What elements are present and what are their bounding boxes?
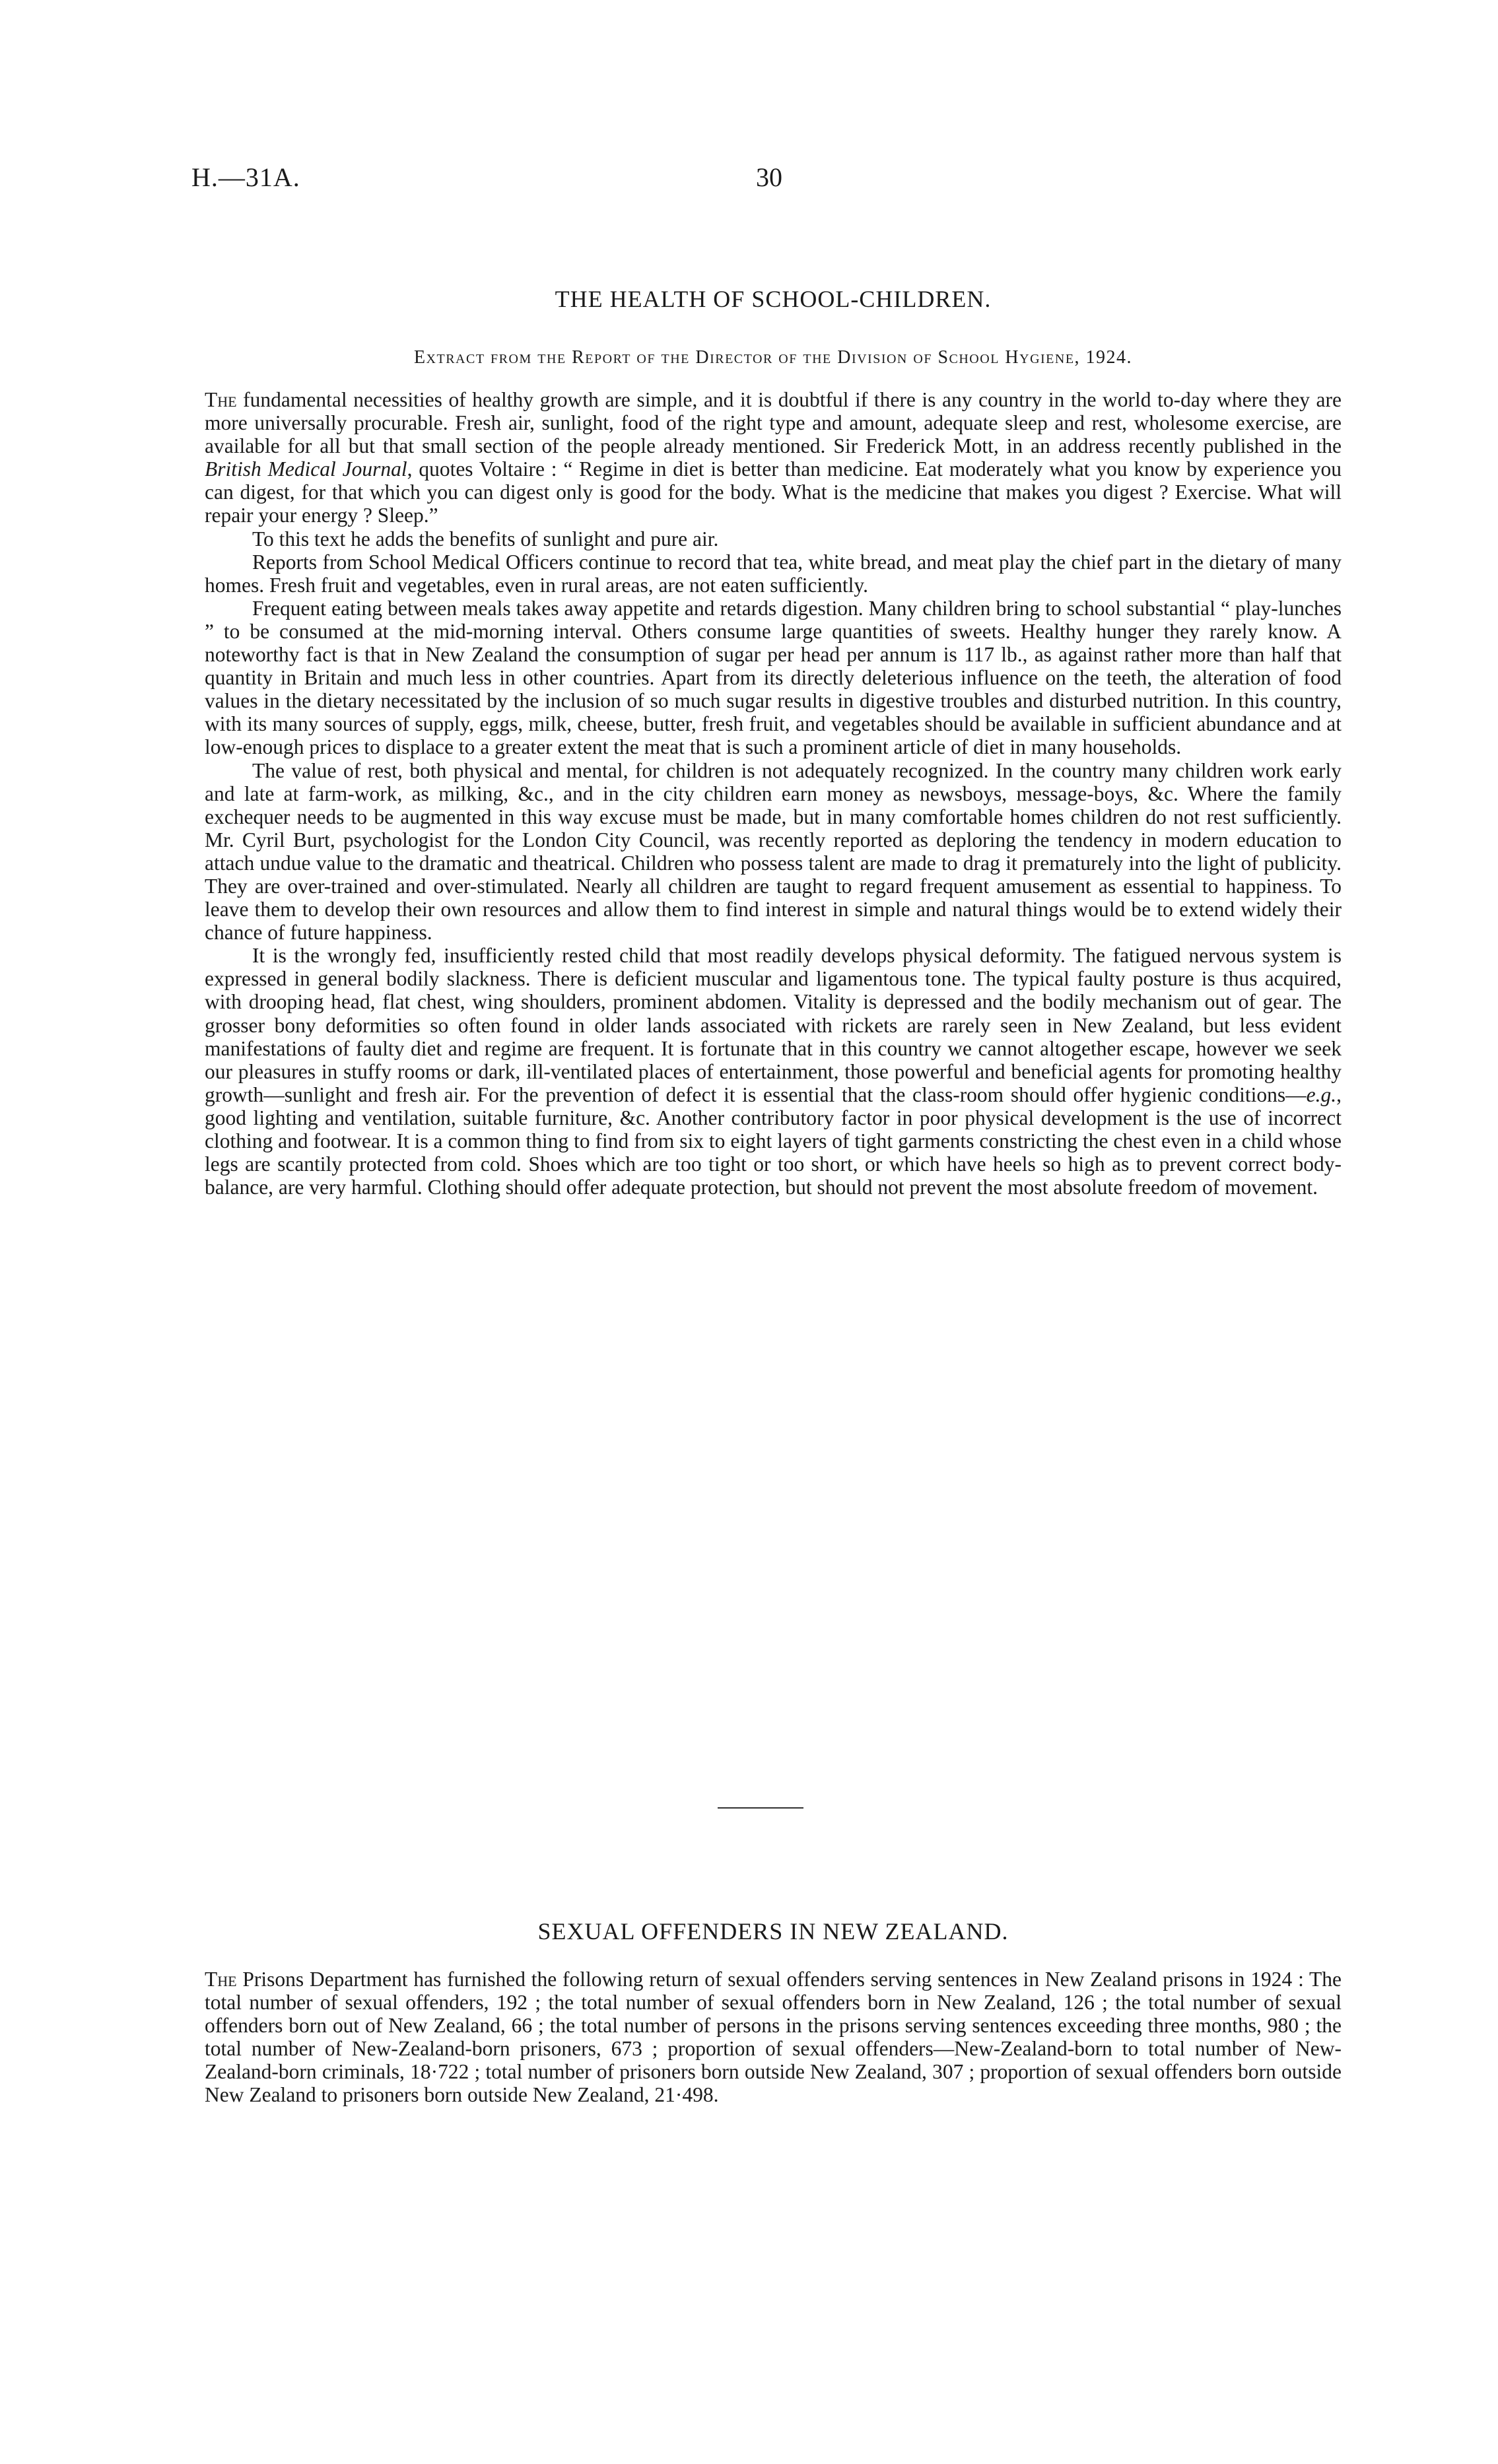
section-divider bbox=[718, 1807, 803, 1809]
paragraph: Frequent eating between meals takes away appetite and retards digestion. Many children bring to school substantial “ play-lunches ” to be consumed at the mid-morning interval. Others consume large quantities of sweets. Healthy hunger they rarely know. A noteworthy fact is that in New Zealand the consumption of sugar per head per annum is 117 lb., as against rather more than half that quantity in Britain and much less in other countries. Apart from its directly deleterious influence on the teeth, the alteration of food values in the dietary necessitated by the inclusion of so much sugar results in digestive troubles and disturbed nutrition. In this country, with its many sources of supply, eggs, milk, cheese, butter, fresh fruit, and vegetables should be available in sufficient abundance and at low-enough prices to displace to a greater extent the meat that is such a prominent article of diet in many households. bbox=[205, 596, 1342, 759]
paragraph: To this text he adds the benefits of sunlight and pure air. bbox=[252, 527, 719, 550]
paragraph bbox=[205, 944, 1342, 1199]
paragraph bbox=[205, 388, 1342, 527]
section-title: THE HEALTH OF SCHOOL-CHILDREN. bbox=[555, 286, 992, 312]
paragraph-lead: The bbox=[205, 1968, 237, 1991]
paragraph-text: , good lighting and ventilation, suitable furniture, &c. Another contributory factor in poor physical development is the use of incorrect clothing and footwear. It is a common thing to find from six to eight layers of tight garments constricting the chest even in a child whose legs are scantily protected from cold. Shoes which are too tight or too short, or which have heels so high as to prevent correct body-balance, are very harmful. Clothing should offer adequate protection, but should not prevent the most absolute freedom of movement. bbox=[205, 1082, 1342, 1199]
page-number: 30 bbox=[756, 162, 782, 192]
paragraph-text: , quotes Voltaire : “ Regime in diet is better than medicine. Eat moderately what you know by experience you can digest, for that which you can digest only is good for the body. What is the medicine that makes you digest ? Exercise. What will repair your energy ? Sleep.” bbox=[205, 457, 1342, 527]
section-sexual-offenders bbox=[205, 1917, 1342, 2107]
journal-title: British Medical Journal bbox=[205, 457, 407, 481]
paragraph: Reports from School Medical Officers continue to record that tea, white bread, and meat play the chief part in the dietary of many homes. Fresh fruit and vegetables, even in rural areas, are not eaten sufficiently. bbox=[205, 550, 1342, 597]
document-id: H.—31A. bbox=[191, 162, 300, 192]
paragraph-text: fundamental necessities of healthy growth are simple, and it is doubtful if there is any country in the world to-day where they are more universally procurable. Fresh air, sunlight, food of the right type and amount, adequate sleep and rest, wholesome exercise, are available for all but that small section of the people already mentioned. Sir Frederick Mott, in an address recently published in the bbox=[205, 388, 1342, 458]
paragraph: The value of rest, both physical and mental, for children is not adequately recognized. In the country many children work early and late at farm-work, as milking, &c., and in the city children earn money as newsboys, message-boys, &c. Where the family exchequer needs to be augmented in this way excuse must be made, but in many comfortable homes children do not rest sufficiently. Mr. Cyril Burt, psychologist for the London City Council, was recently reported as deploring the tendency in modern education to attach undue value to the dramatic and theatrical. Children who possess talent are made to drag it prematurely into the light of publicity. They are over-trained and over-stimulated. Nearly all children are taught to regard frequent amusement as essential to happiness. To leave them to develop their own resources and allow them to find interest in simple and natural things would be to extend widely their chance of future happiness. bbox=[205, 758, 1342, 945]
paragraph-text: Prisons Department has furnished the following return of sexual offenders serving sentences in New Zealand prisons in 1924 : The total number of sexual offenders, 192 ; the total number of sexual offenders born in New Zealand, 126 ; the total number of sexual offenders born out of New Zealand, 66 ; the total number of persons in the prisons serving sentences exceeding three months, 980 ; the total number of New-Zealand-born prisoners, 673 ; proportion of sexual offenders—New-Zealand-born to total number of New-Zealand-born criminals, 18·722 ; total number of prisoners born outside New Zealand, 307 ; proportion of sexual offenders born outside New Zealand to prisoners born outside New Zealand, 21·498. bbox=[205, 1968, 1342, 2107]
page-header bbox=[191, 162, 1340, 201]
section-subtitle: Extract from the Report of the Director of the Division of School Hygiene, 1924. bbox=[413, 347, 1133, 368]
paragraph-lead: The bbox=[205, 388, 237, 411]
section-health-of-school-children bbox=[205, 285, 1342, 1199]
section-title: SEXUAL OFFENDERS IN NEW ZEALAND. bbox=[537, 1918, 1009, 1945]
italic-abbrev: e.g. bbox=[1306, 1082, 1337, 1106]
paragraph-text: It is the wrongly fed, insufficiently rested child that most readily develops physical deformity. The fatigued nervous system is expressed in general bodily slackness. There is deficient muscular and ligamentous tone. The typical faulty posture is thus acquired, with drooping head, flat chest, wing shoulders, prominent abdomen. Vitality is depressed and the bodily mechanism out of gear. The grosser bony deformities so often found in older lands associated with rickets are rarely seen in New Zealand, but less evident manifestations of faulty diet and regime are frequent. It is fortunate that in this country we cannot altogether escape, however we seek our pleasures in stuffy rooms or dark, ill-ventilated places of entertainment, those powerful and beneficial agents for promoting healthy growth—sunlight and fresh air. For the prevention of defect it is essential that the class-room should offer hygienic conditions— bbox=[205, 944, 1342, 1106]
paragraph bbox=[205, 1968, 1342, 2107]
